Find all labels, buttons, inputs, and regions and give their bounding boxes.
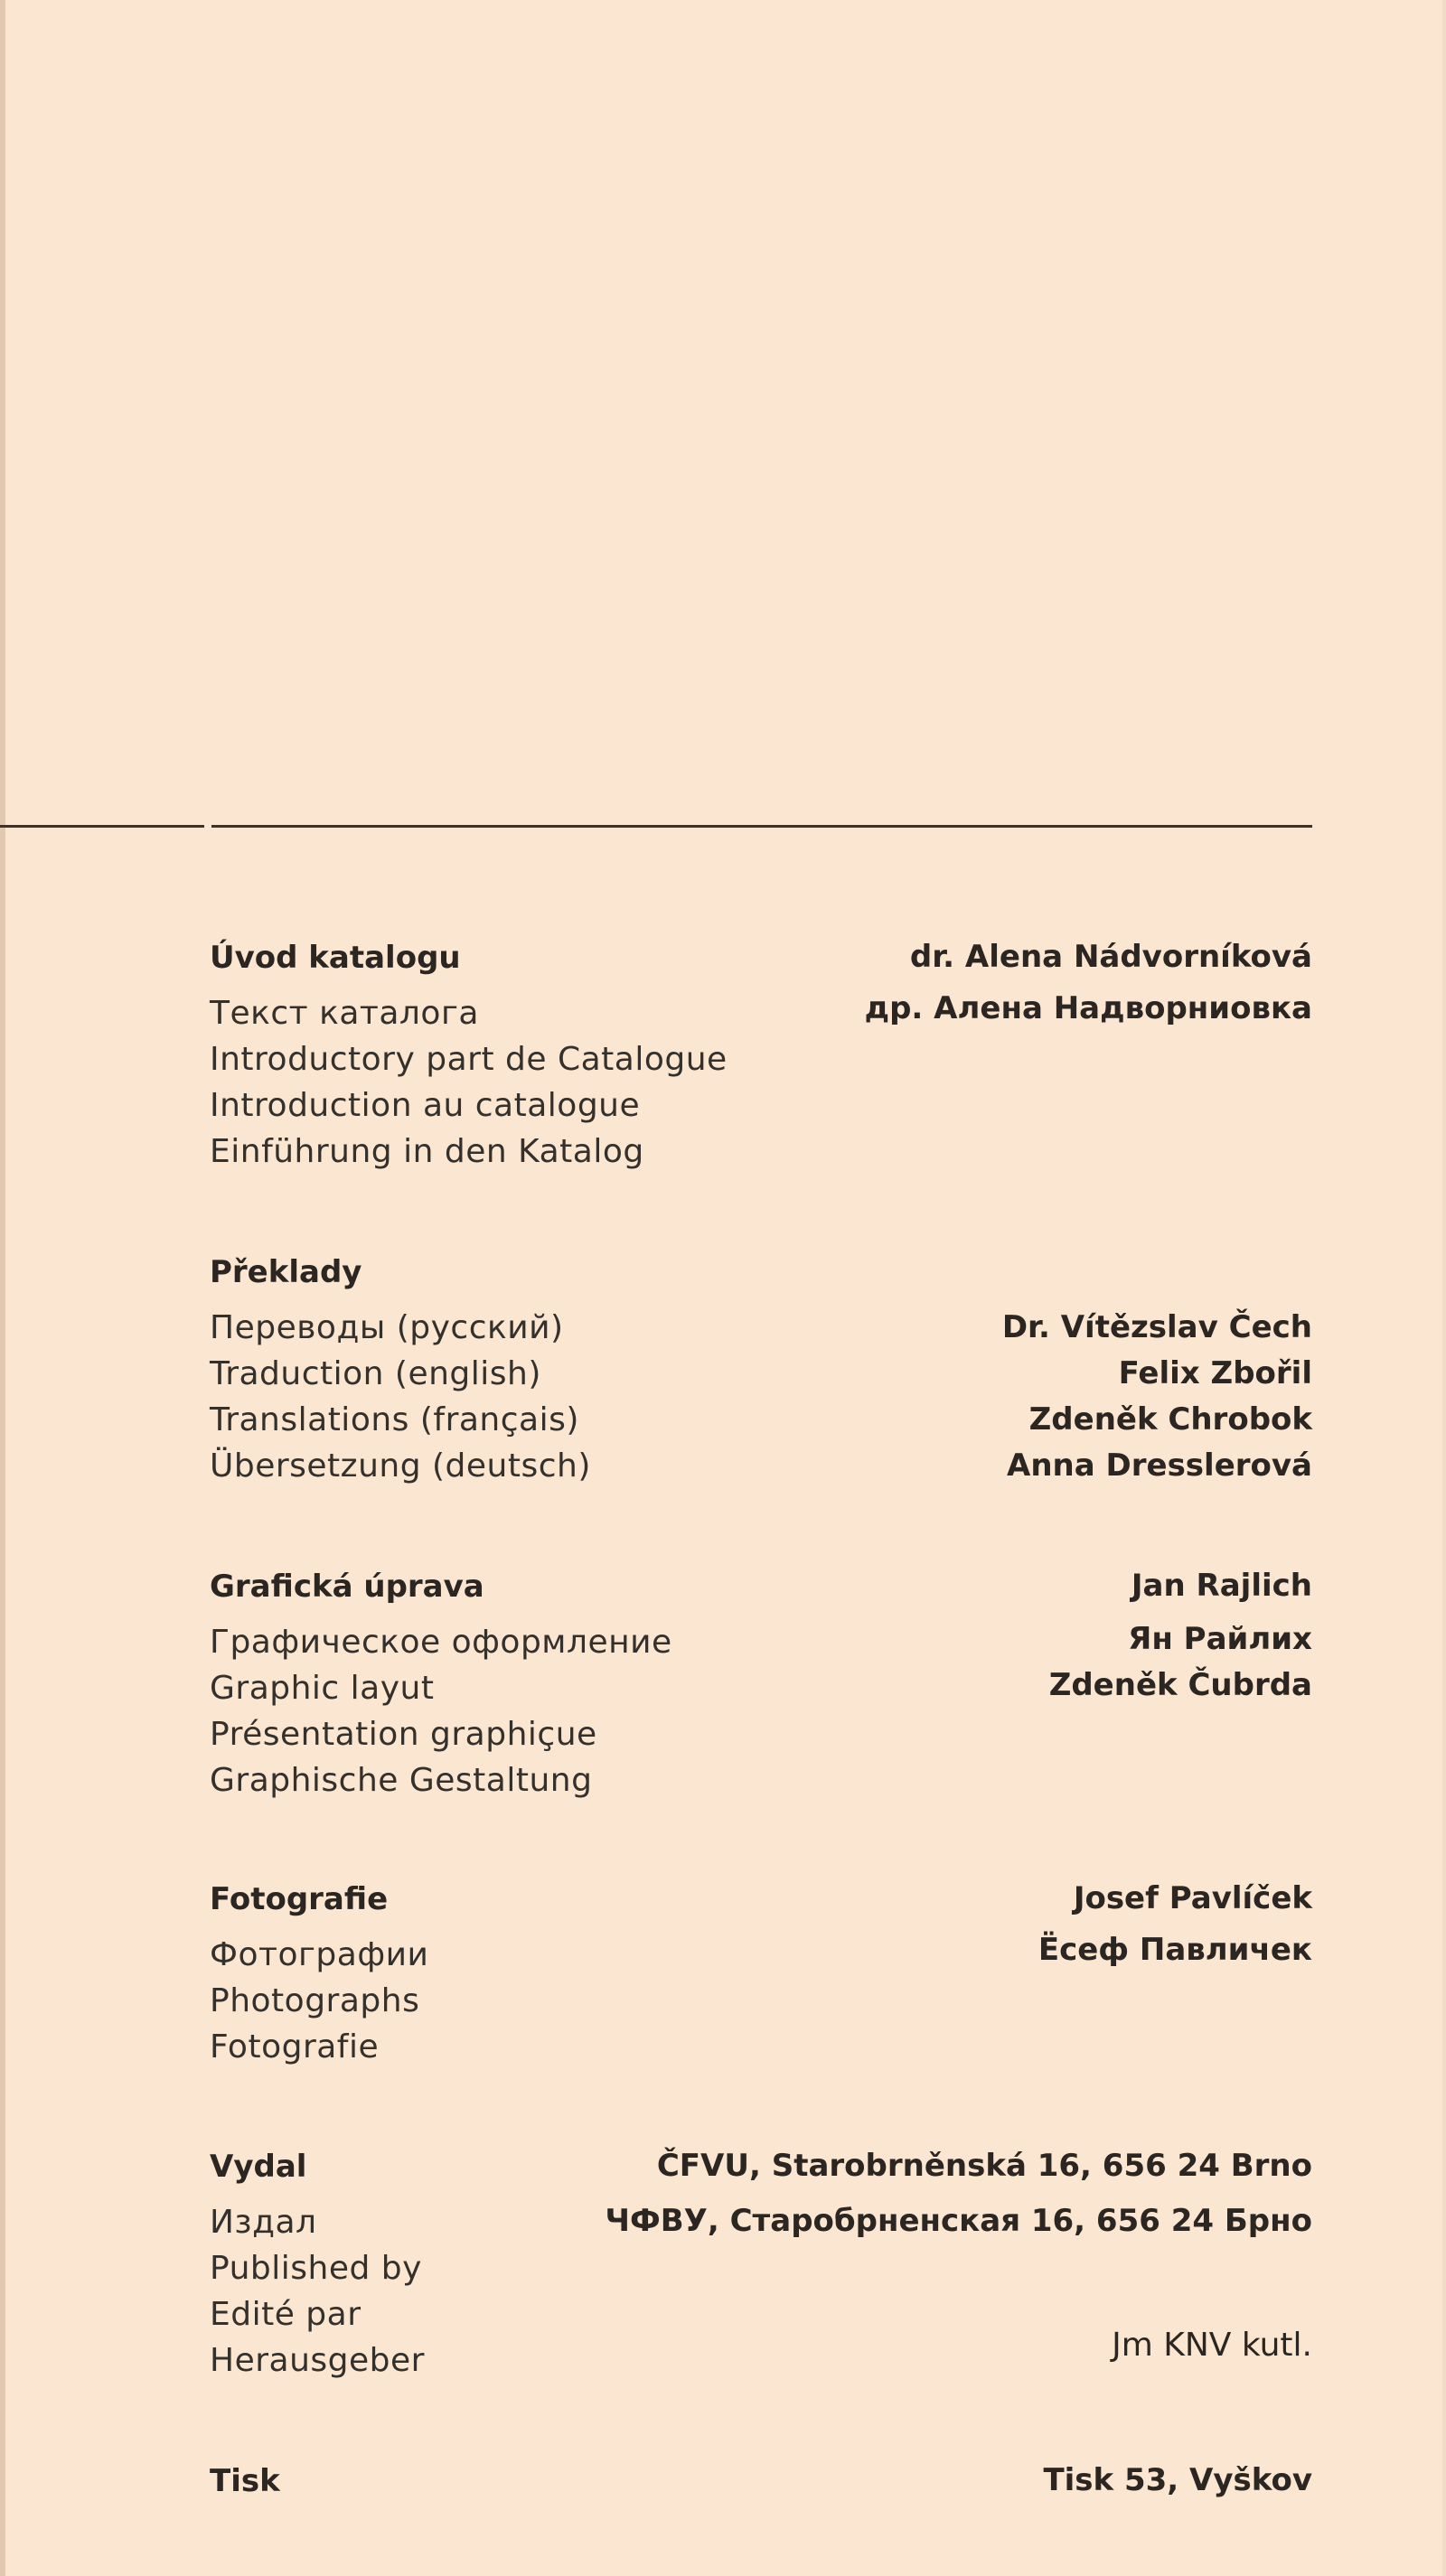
credit-name: Ян Райлих	[1128, 1621, 1312, 1657]
publisher-address: ČFVU, Starobrněnská 16, 656 24 Brno	[656, 2148, 1312, 2184]
horizontal-rule	[0, 825, 1312, 828]
section-heading: Vydal	[210, 2149, 307, 2185]
credit-block	[1038, 1876, 1312, 1973]
credit-name: Josef Pavlíček	[1073, 1880, 1312, 1916]
credit-name: Felix Zbořil	[1118, 1355, 1312, 1391]
credit-name: Anna Dresslerová	[1007, 1447, 1312, 1484]
publisher-address: ЧФВУ, Старобрненская 16, 656 24 Брно	[605, 2203, 1312, 2239]
subtitle-line: Издал	[210, 2204, 317, 2241]
subtitle-line: Introductory part de Catalogue	[210, 1041, 728, 1078]
section-intro	[210, 940, 1312, 1175]
subtitle-line: Published by	[210, 2250, 422, 2287]
section-heading: Úvod katalogu	[210, 940, 461, 976]
subtitle-line: Übersetzung (deutsch)	[210, 1447, 591, 1485]
section-heading: Překlady	[210, 1254, 362, 1290]
subtitle-line: Фотографии	[210, 1936, 429, 1973]
subtitle-line: Graphic layut	[210, 1670, 435, 1707]
section-published	[210, 2149, 1312, 2384]
section-heading: Tisk	[210, 2463, 280, 2499]
publisher-note: Jm KNV kutl.	[1112, 2327, 1312, 2364]
publisher-block	[606, 2143, 1312, 2368]
printer-name: Tisk 53, Vyškov	[1043, 2462, 1312, 2498]
subtitle-line: Photographs	[210, 1982, 420, 2019]
credit-name: dr. Alena Nádvorníková	[909, 939, 1312, 975]
section-print	[210, 2463, 1312, 2499]
subtitle-line: Traduction (english)	[210, 1355, 541, 1392]
credit-name: Zdeněk Čubrda	[1048, 1667, 1312, 1703]
credit-block	[865, 934, 1312, 1032]
credit-name: Dr. Vítězslav Čech	[1001, 1309, 1312, 1345]
subtitle-line: Einführung in den Katalog	[210, 1133, 644, 1170]
subtitle-line: Fotografie	[210, 2028, 380, 2065]
subtitle-line: Translations (français)	[210, 1401, 579, 1438]
subtitle-line: Introduction au catalogue	[210, 1087, 641, 1124]
section-graphic	[210, 1569, 1312, 1803]
subtitle-line: Edité par	[210, 2296, 362, 2333]
section-translations	[210, 1254, 1312, 1489]
subtitle-line: Graphische Gestaltung	[210, 1762, 593, 1799]
section-heading: Grafická úprava	[210, 1569, 484, 1605]
subtitle-line: Переводы (русский)	[210, 1309, 564, 1346]
credit-name: др. Алена Надворниовка	[864, 990, 1312, 1026]
credit-block	[1049, 1563, 1312, 1709]
section-heading: Fotografie	[210, 1881, 389, 1917]
subtitle-line: Herausgeber	[210, 2342, 425, 2379]
credit-name: Jan Rajlich	[1131, 1568, 1312, 1604]
subtitle-line: Текст каталога	[210, 995, 479, 1032]
credit-name: Ёсеф Павличек	[1038, 1932, 1312, 1968]
printer-block	[1043, 2458, 1312, 2504]
page-edge	[0, 0, 5, 2576]
subtitle-line: Présentation graphiçue	[210, 1716, 597, 1753]
page-edge-right	[1442, 0, 1446, 2576]
subtitle-line: Графическое оформление	[210, 1624, 672, 1661]
credit-name: Zdeněk Chrobok	[1028, 1401, 1312, 1438]
credit-block	[1002, 1305, 1312, 1489]
section-photo	[210, 1881, 1312, 2070]
